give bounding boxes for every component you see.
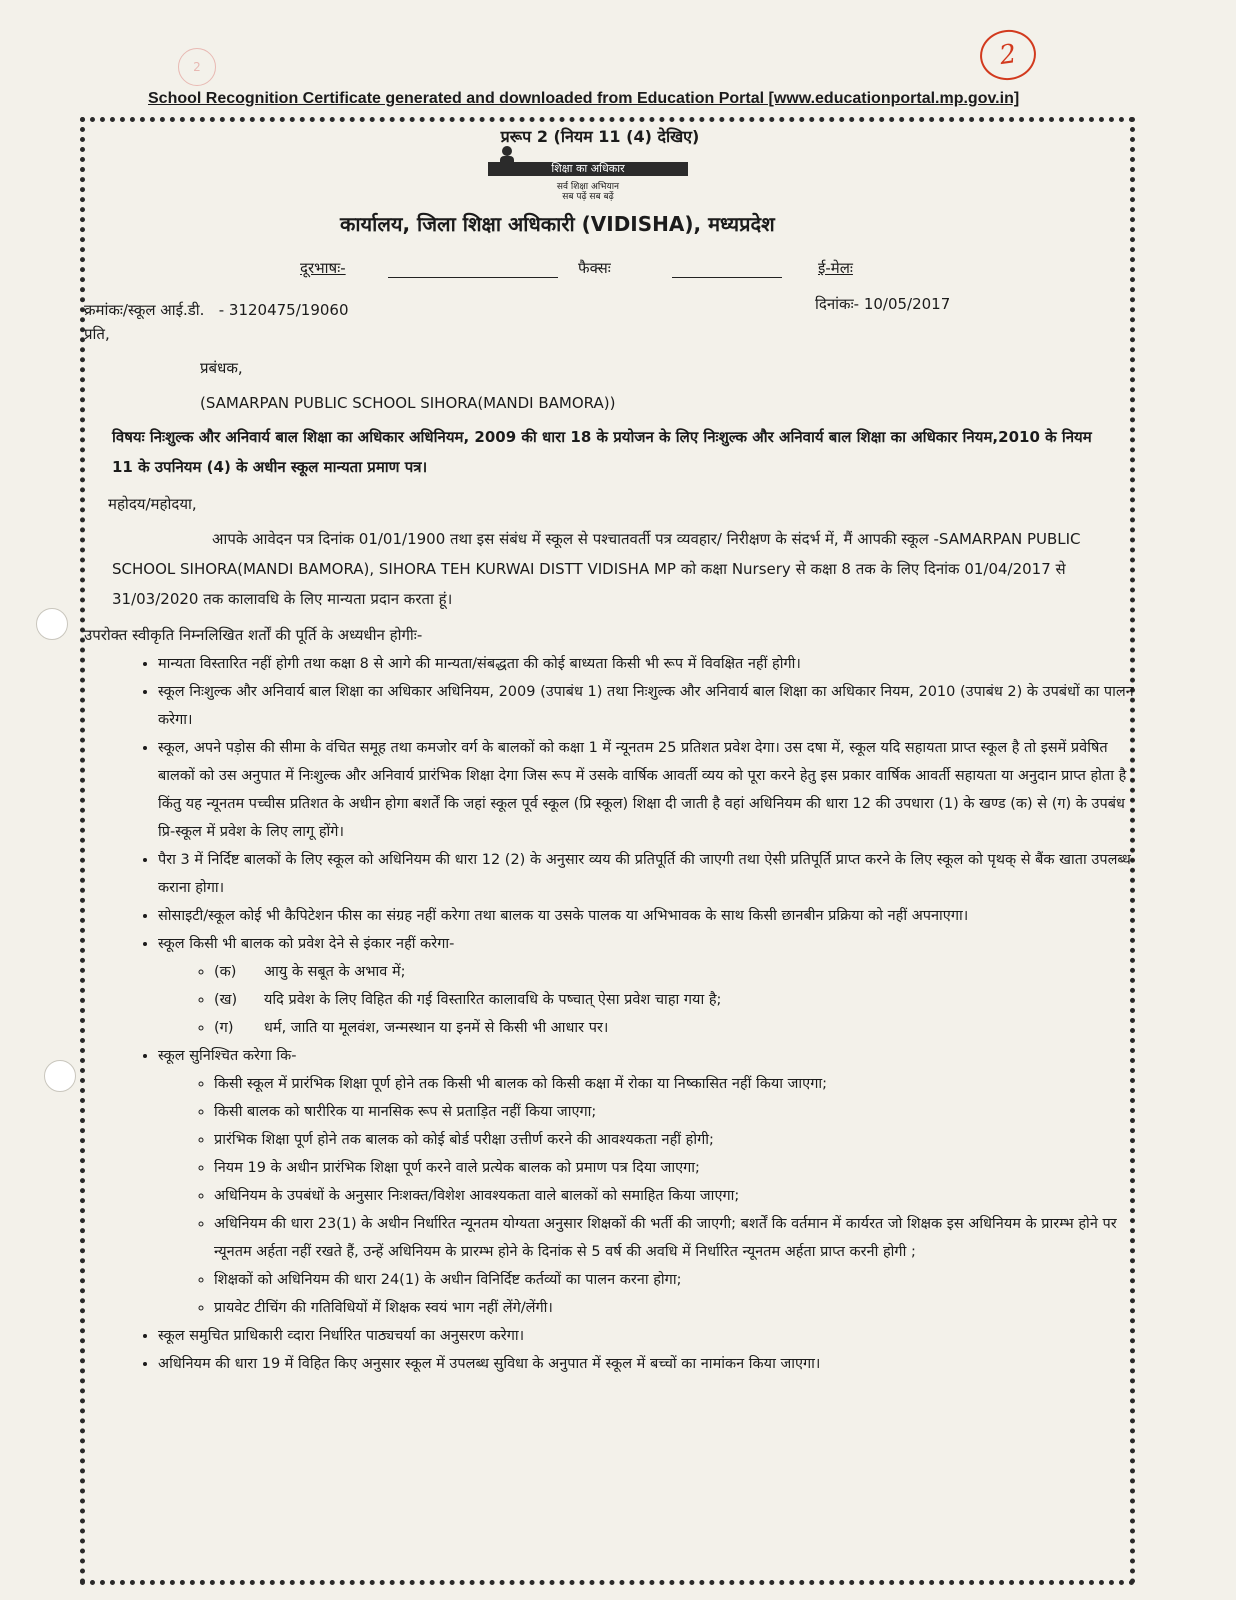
- subject: विषयः निःशुल्क और अनिवार्य बाल शिक्षा का अधिकार अधिनियम, 2009 की धारा 18 के प्रयोजन के लिए निःशुल्क और अनिवार्य बाल शिक्षा का अधिकार नियम,2010 के नियम 11 के उपनियम (4) के अधीन स्कूल मान्यता प्रमाण पत्र।: [112, 428, 1092, 476]
- recognition-body: आपके आवेदन पत्र दिनांक 01/01/1900 तथा इस संबंध में स्कूल से पश्चातवर्ती पत्र व्यवहार/ निरीक्षण के संदर्भ में, मैं आपकी स्कूल -SAMARPAN PUBLIC SCHOOL SIHORA(MANDI BAMORA), SIHORA TEH KURWAI DISTT VIDISHA MP को कक्षा Nursery से कक्षा 8 तक के लिए दिनांक 01/04/2017 से 31/03/2020 तक कालावधि के लिए मान्यता प्रदान करता हूं।: [112, 530, 1081, 608]
- contact-row: [300, 258, 880, 282]
- condition-item: • मान्यता विस्तारित नहीं होगी तथा कक्षा 8 से आगे की मान्यता/संबद्धता की कोई बाध्यता किसी भी रूप में विवक्षित नहीं होगी।: [158, 650, 1143, 678]
- admission-subitem: ◦ (ख) यदि प्रवेश के लिए विहित की गई विस्तारित कालावधि के पष्चात् ऐसा प्रवेश चाहा गया है;: [214, 986, 1143, 1014]
- ensure-subitem: ◦ अधिनियम के उपबंधों के अनुसार निःशक्त/विशेश आवश्यकता वाले बालकों को समाहित किया जाएगा;: [214, 1182, 1143, 1210]
- condition-item: • स्कूल निःशुल्क और अनिवार्य बाल शिक्षा का अधिकार अधिनियम, 2009 (उपाबंध 1) तथा निःशुल्क और अनिवार्य बाल शिक्षा का अधिकार नियम, 2010 (उपाबंध 2) के उपबंधों का पालन करेगा।: [158, 678, 1143, 734]
- ensure-sublist: [158, 1070, 1143, 1322]
- ensure-subitem: ◦ शिक्षकों को अधिनियम की धारा 24(1) के अधीन विनिर्दिष्ट कर्तव्यों का पालन करना होगा;: [214, 1266, 1143, 1294]
- ensure-subitem: ◦ प्रायवेट टीचिंग की गतिविधियों में शिक्षक स्वयं भाग नहीं लेंगे/लेंगी।: [214, 1294, 1143, 1322]
- ensure-subitem: ◦ नियम 19 के अधीन प्रारंभिक शिक्षा पूर्ण करने वाले प्रत्येक बालक को प्रमाण पत्र दिया जाएगा;: [214, 1154, 1143, 1182]
- ensure-subitem: ◦ प्रारंभिक शिक्षा पूर्ण होने तक बालक को कोई बोर्ड परीक्षा उत्तीर्ण करने की आवश्यकता नहीं होगी;: [214, 1126, 1143, 1154]
- logo-subtitle: सर्व शिक्षा अभियान सब पढ़ें सब बढ़ें: [556, 182, 620, 202]
- letter-date: दिनांकः- 10/05/2017: [815, 295, 951, 313]
- fax-blank: [672, 277, 782, 278]
- reference-number: क्रमांकः/स्कूल आई.डी. - 3120475/19060: [84, 301, 349, 319]
- admission-subitem: ◦ (क) आयु के सबूत के अभाव में;: [214, 958, 1143, 986]
- logo-banner: शिक्षा का अधिकार: [488, 162, 688, 176]
- phone-label: दूरभाषः-: [300, 259, 346, 277]
- office-title: कार्यालय, जिला शिक्षा अधिकारी (VIDISHA), मध्यप्रदेश: [340, 212, 775, 236]
- salutation: महोदय/महोदया,: [108, 495, 197, 513]
- condition-item: • स्कूल, अपने पड़ोस की सीमा के वंचित समूह तथा कमजोर वर्ग के बालकों को कक्षा 1 में न्यूनतम 25 प्रतिशत प्रवेश देगा। उस दषा में, स्कूल यदि सहायता प्राप्त स्कूल है तो इसमें प्रवेषित बालकों को उस अनुपात में निःशुल्क और अनिवार्य प्रारंभिक शिक्षा देगा जिस रूप में उसके वार्षिक आवर्ती व्यय को पूरा करने हेतु इस प्रकार वार्षिक आवर्ती सहायता या अनुदान प्राप्त होता है किंतु यह न्यूनतम पच्चीस प्रतिशत के अधीन होगा बशर्तें कि जहां स्कूल पूर्व स्कूल (प्रि स्कूल) शिक्षा दी जाती है वहां अधिनियम की धारा 12 की उपधारा (1) के खण्ड (क) से (ग) के उपबंध प्रि-स्कूल में प्रवेश के लिए लागू होंगे।: [158, 734, 1143, 846]
- punch-hole-bottom: [44, 1060, 76, 1092]
- condition-item: • सोसाइटी/स्कूल कोई भी कैपिटेशन फीस का संग्रह नहीं करेगा तथा बालक या उसके पालक या अभिभावक के साथ किसी छानबीन प्रक्रिया को नहीं अपनाएगा।: [158, 902, 1143, 930]
- ensure-subitem: ◦ किसी बालक को षारीरिक या मानसिक रूप से प्रताड़ित नहीं किया जाएगा;: [214, 1098, 1143, 1126]
- handwritten-page-number: 2: [977, 26, 1039, 83]
- recipient-title: प्रबंधक,: [200, 359, 243, 377]
- admission-subitem: ◦ (ग) धर्म, जाति या मूलवंश, जन्मस्थान या इनमें से किसी भी आधार पर।: [214, 1014, 1143, 1042]
- admission-clause: • स्कूल किसी भी बालक को प्रवेश देने से इंकार नहीं करेगा- ◦ (क) आयु के सबूत के अभाव में; ◦ (ख) यदि प्रवेश के लिए विहित की गई विस्तारित कालावधि के पष्चात् ऐसा प्रवेश चाहा गया है; ◦ (ग) धर्म, जाति या मूलवंश, जन्मस्थान या इनमें से किसी भी आधार पर।: [158, 930, 1143, 1042]
- phone-blank: [388, 277, 558, 278]
- faint-stamp-mark: 2: [178, 48, 216, 86]
- email-label: ई-मेलः: [818, 259, 853, 277]
- recipient-school: (SAMARPAN PUBLIC SCHOOL SIHORA(MANDI BAMORA)): [200, 394, 616, 412]
- ensure-subitem: ◦ किसी स्कूल में प्रारंभिक शिक्षा पूर्ण होने तक किसी भी बालक को किसी कक्षा में रोका या निष्कासित नहीं किया जाएगा;: [214, 1070, 1143, 1098]
- rte-logo: [488, 146, 688, 206]
- condition-item: • स्कूल समुचित प्राधिकारी व्दारा निर्धारित पाठ्यचर्या का अनुसरण करेगा।: [158, 1322, 1143, 1350]
- ensure-clause: • स्कूल सुनिश्चित करेगा कि- ◦ किसी स्कूल में प्रारंभिक शिक्षा पूर्ण होने तक किसी भी बालक को किसी कक्षा में रोका या निष्कासित नहीं किया जाएगा; ◦ किसी बालक को षारीरिक या मानसिक रूप से प्रताड़ित नहीं किया जाएगा; ◦ प्रारंभिक शिक्षा पूर्ण होने तक बालक को कोई बोर्ड परीक्षा उत्तीर्ण करने की आवश्यकता नहीं होगी; ◦ नियम 19 के अधीन प्रारंभिक शिक्षा पूर्ण करने वाले प्रत्येक बालक को प्रमाण पत्र दिया जाएगा; ◦ अधिनियम के उपबंधों के अनुसार निःशक्त/विशेश आवश्यकता वाले बालकों को समाहित किया जाएगा; ◦ अधिनियम की धारा 23(1) के अधीन निर्धारित न्यूनतम योग्यता अनुसार शिक्षकों की भर्ती की जाएगी; बशर्तें कि वर्तमान में कार्यरत जो शिक्षक इस अधिनियम के प्रारम्भ होने पर न्यूनतम अर्हता नहीं रखते हैं, उन्हें अधिनियम के प्रारम्भ होने के दिनांक से 5 वर्ष की अवधि में निर्धारित न्यूनतम अर्हता प्राप्त करनी होगी ; ◦ शिक्षकों को अधिनियम की धारा 24(1) के अधीन विनिर्दिष्ट कर्तव्यों का पालन करना होगा; ◦ प्रायवेट टीचिंग की गतिविधियों में शिक्षक स्वयं भाग नहीं लेंगे/लेंगी।: [158, 1042, 1143, 1322]
- form-title: प्ररूप 2 (नियम 11 (4) देखिए): [500, 127, 700, 146]
- fax-label: फैक्सः: [578, 259, 611, 277]
- ensure-subitem: ◦ अधिनियम की धारा 23(1) के अधीन निर्धारित न्यूनतम योग्यता अनुसार शिक्षकों की भर्ती की जाएगी; बशर्तें कि वर्तमान में कार्यरत जो शिक्षक इस अधिनियम के प्रारम्भ होने पर न्यूनतम अर्हता नहीं रखते हैं, उन्हें अधिनियम के प्रारम्भ होने के दिनांक से 5 वर्ष की अवधि में निर्धारित न्यूनतम अर्हता प्राप्त करनी होगी ;: [214, 1210, 1143, 1266]
- condition-item: • अधिनियम की धारा 19 में विहित किए अनुसार स्कूल में उपलब्ध सुविधा के अनुपात में स्कूल में बच्चों का नामांकन किया जाएगा।: [158, 1350, 1143, 1378]
- condition-item: • पैरा 3 में निर्दिष्ट बालकों के लिए स्कूल को अधिनियम की धारा 12 (2) के अनुसार व्यय की प्रतिपूर्ति की जाएगी तथा ऐसी प्रतिपूर्ति प्राप्त करने के लिए स्कूल को पृथक् से बैंक खाता उपलब्ध कराना होगा।: [158, 846, 1143, 902]
- punch-hole-top: [36, 608, 68, 640]
- to-label: प्रति,: [84, 325, 110, 343]
- conditions-intro: उपरोक्त स्वीकृति निम्नलिखित शर्तों की पूर्ति के अध्यधीन होगीः-: [84, 626, 423, 644]
- conditions-list: [110, 650, 1143, 1378]
- portal-header: School Recognition Certificate generated and downloaded from Education Portal [www.educationportal.mp.gov.in]: [148, 90, 1020, 107]
- admission-sublist: [158, 958, 1143, 1042]
